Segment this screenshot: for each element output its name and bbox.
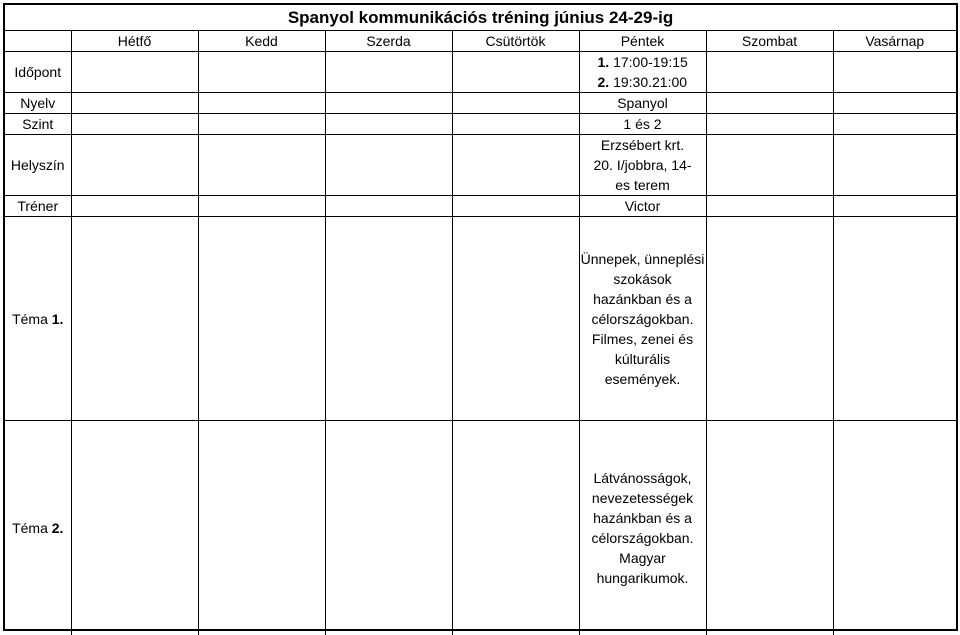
cell-tema-2-wednesday bbox=[325, 421, 452, 635]
location-text: Erzsébert krt. 20. I/jobbra, 14-es terem bbox=[591, 135, 695, 195]
cell-tema-2-thursday bbox=[452, 421, 579, 635]
cell-trener-tuesday bbox=[198, 196, 325, 217]
cell-idopont-sunday bbox=[833, 52, 956, 93]
tema-1-number: 1. bbox=[52, 311, 64, 327]
cell-idopont-tuesday bbox=[198, 52, 325, 93]
day-header-tuesday: Kedd bbox=[198, 31, 325, 52]
cell-tema-1-friday bbox=[579, 217, 706, 421]
cell-idopont-thursday bbox=[452, 52, 579, 93]
cell-tema-2-sunday bbox=[833, 421, 956, 635]
corner-cell bbox=[5, 31, 71, 52]
row-label-helyszin: Helyszín bbox=[5, 135, 71, 196]
tema-2-number: 2. bbox=[52, 520, 64, 536]
cell-helyszin-friday bbox=[579, 135, 706, 196]
row-helyszin bbox=[5, 135, 956, 196]
row-label-tema-2 bbox=[5, 421, 71, 635]
cell-szint-wednesday bbox=[325, 114, 452, 135]
cell-trener-friday: Victor bbox=[579, 196, 706, 217]
cell-helyszin-saturday bbox=[706, 135, 833, 196]
cell-tema-1-saturday bbox=[706, 217, 833, 421]
cell-nyelv-wednesday bbox=[325, 93, 452, 114]
time-slot-2-text: 19:30.21:00 bbox=[609, 74, 687, 90]
cell-tema-2-friday bbox=[579, 421, 706, 635]
row-szint bbox=[5, 114, 956, 135]
day-header-wednesday: Szerda bbox=[325, 31, 452, 52]
cell-nyelv-tuesday bbox=[198, 93, 325, 114]
tema-2-prefix: Téma bbox=[12, 520, 52, 536]
schedule-title: Spanyol kommunikációs tréning június 24-29-ig bbox=[5, 5, 956, 31]
cell-tema-1-tuesday bbox=[198, 217, 325, 421]
cell-nyelv-saturday bbox=[706, 93, 833, 114]
row-tema-1 bbox=[5, 217, 956, 421]
cell-helyszin-monday bbox=[71, 135, 198, 196]
row-tema-2 bbox=[5, 421, 956, 635]
cell-nyelv-friday: Spanyol bbox=[579, 93, 706, 114]
cell-tema-1-sunday bbox=[833, 217, 956, 421]
cell-nyelv-sunday bbox=[833, 93, 956, 114]
tema-1-text: Ünnepek, ünneplési szokások hazánkban és a célországokban. Filmes, zenei és kúlturális események. bbox=[581, 249, 705, 389]
day-header-saturday: Szombat bbox=[706, 31, 833, 52]
cell-helyszin-tuesday bbox=[198, 135, 325, 196]
day-header-monday: Hétfő bbox=[71, 31, 198, 52]
cell-nyelv-thursday bbox=[452, 93, 579, 114]
time-slot-2-number: 2. bbox=[598, 74, 610, 90]
cell-tema-2-saturday bbox=[706, 421, 833, 635]
row-idopont bbox=[5, 52, 956, 93]
cell-szint-thursday bbox=[452, 114, 579, 135]
day-header-row bbox=[5, 31, 956, 52]
day-header-thursday: Csütörtök bbox=[452, 31, 579, 52]
cell-trener-sunday bbox=[833, 196, 956, 217]
cell-helyszin-wednesday bbox=[325, 135, 452, 196]
tema-2-text: Látvánosságok, nevezetességek hazánkban és a célországokban. Magyar hungarikumok. bbox=[582, 468, 704, 588]
cell-szint-friday: 1 és 2 bbox=[579, 114, 706, 135]
cell-tema-1-thursday bbox=[452, 217, 579, 421]
cell-idopont-saturday bbox=[706, 52, 833, 93]
row-label-szint: Szint bbox=[5, 114, 71, 135]
cell-helyszin-sunday bbox=[833, 135, 956, 196]
cell-trener-wednesday bbox=[325, 196, 452, 217]
cell-trener-monday bbox=[71, 196, 198, 217]
time-slot-1-number: 1. bbox=[598, 54, 610, 70]
cell-idopont-wednesday bbox=[325, 52, 452, 93]
cell-idopont-friday bbox=[579, 52, 706, 93]
cell-nyelv-monday bbox=[71, 93, 198, 114]
row-label-trener: Tréner bbox=[5, 196, 71, 217]
cell-tema-1-wednesday bbox=[325, 217, 452, 421]
time-slot-2 bbox=[580, 72, 706, 92]
row-label-nyelv: Nyelv bbox=[5, 93, 71, 114]
cell-szint-monday bbox=[71, 114, 198, 135]
cell-szint-sunday bbox=[833, 114, 956, 135]
cell-tema-2-monday bbox=[71, 421, 198, 635]
cell-trener-saturday bbox=[706, 196, 833, 217]
cell-tema-1-monday bbox=[71, 217, 198, 421]
row-nyelv bbox=[5, 93, 956, 114]
cell-szint-saturday bbox=[706, 114, 833, 135]
cell-helyszin-thursday bbox=[452, 135, 579, 196]
cell-szint-tuesday bbox=[198, 114, 325, 135]
time-slot-1 bbox=[580, 52, 706, 72]
schedule-table bbox=[5, 5, 956, 635]
time-slot-1-text: 17:00-19:15 bbox=[609, 54, 688, 70]
row-label-idopont: Időpont bbox=[5, 52, 71, 93]
tema-1-prefix: Téma bbox=[12, 311, 52, 327]
schedule-sheet bbox=[3, 3, 958, 631]
cell-idopont-monday bbox=[71, 52, 198, 93]
cell-tema-2-tuesday bbox=[198, 421, 325, 635]
day-header-friday: Péntek bbox=[579, 31, 706, 52]
row-trener bbox=[5, 196, 956, 217]
cell-trener-thursday bbox=[452, 196, 579, 217]
row-label-tema-1 bbox=[5, 217, 71, 421]
day-header-sunday: Vasárnap bbox=[833, 31, 956, 52]
